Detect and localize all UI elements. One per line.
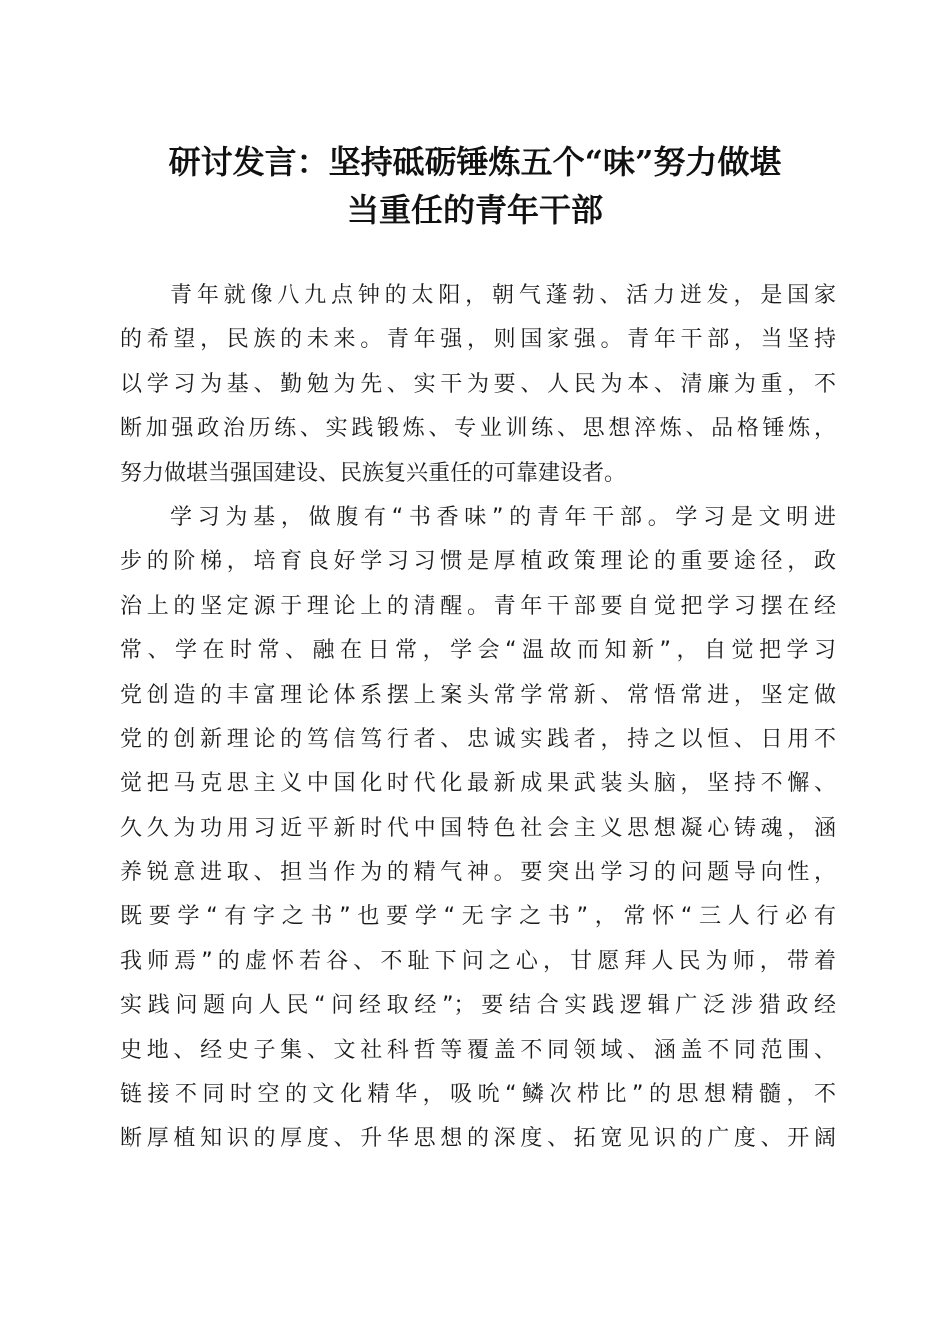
paragraph-line: 实践问题向人民“问经取经”；要结合实践逻辑广泛涉猎政经 [120, 993, 836, 1019]
paragraph-line: 步的阶梯，培育良好学习习惯是厚植政策理论的重要途径，政 [120, 549, 836, 575]
paragraph-line: 断厚植知识的厚度、升华思想的深度、拓宽见识的广度、开阔 [120, 1126, 836, 1152]
paragraph-line: 党的创新理论的笃信笃行者、忠诚实践者，持之以恒、日用不 [120, 726, 836, 752]
paragraph-line: 既要学“有字之书”也要学“无字之书”，常怀“三人行必有 [120, 904, 836, 930]
paragraph-line: 青年就像八九点钟的太阳，朝气蓬勃、活力迸发，是国家 [170, 283, 836, 308]
paragraph-line: 链接不同时空的文化精华，吸吮“鳞次栉比”的思想精髓，不 [120, 1082, 836, 1108]
title-line-1: 研讨发言：坚持砥砺锤炼五个“味”努力做堪 [168, 143, 782, 181]
document-body [120, 274, 836, 1162]
paragraph-line: 常、学在时常、融在日常，学会“温故而知新”，自觉把学习 [120, 638, 836, 664]
paragraph-line: 觉把马克思主义中国化时代化最新成果武装头脑，坚持不懈、 [120, 771, 836, 797]
document-title [100, 138, 850, 234]
paragraph-line: 以学习为基、勤勉为先、实干为要、人民为本、清廉为重，不 [120, 371, 836, 397]
paragraph-line: 治上的坚定源于理论上的清醒。青年干部要自觉把学习摆在经 [120, 593, 836, 619]
paragraph-1 [120, 274, 836, 496]
paragraph-line: 断加强政治历练、实践锻炼、专业训练、思想淬炼、品格锤炼， [120, 416, 836, 442]
paragraph-line: 久久为功用习近平新时代中国特色社会主义思想凝心铸魂，涵 [120, 815, 836, 841]
paragraph-line: 努力做堪当强国建设、民族复兴重任的可靠建设者。 [120, 460, 627, 486]
paragraph-line: 史地、经史子集、文社科哲等覆盖不同领域、涵盖不同范围、 [120, 1037, 836, 1063]
title-line-2: 当重任的青年干部 [346, 191, 603, 229]
paragraph-line: 党创造的丰富理论体系摆上案头常学常新、常悟常进，坚定做 [120, 682, 836, 708]
paragraph-line: 我师焉”的虚怀若谷、不耻下问之心，甘愿拜人民为师，带着 [120, 948, 836, 974]
paragraph-2 [120, 496, 836, 1162]
paragraph-line: 的希望，民族的未来。青年强，则国家强。青年干部，当坚持 [120, 327, 836, 353]
paragraph-line: 学习为基，做腹有“书香味”的青年干部。学习是文明进 [170, 504, 836, 530]
paragraph-line: 养锐意进取、担当作为的精气神。要突出学习的问题导向性， [120, 860, 836, 886]
